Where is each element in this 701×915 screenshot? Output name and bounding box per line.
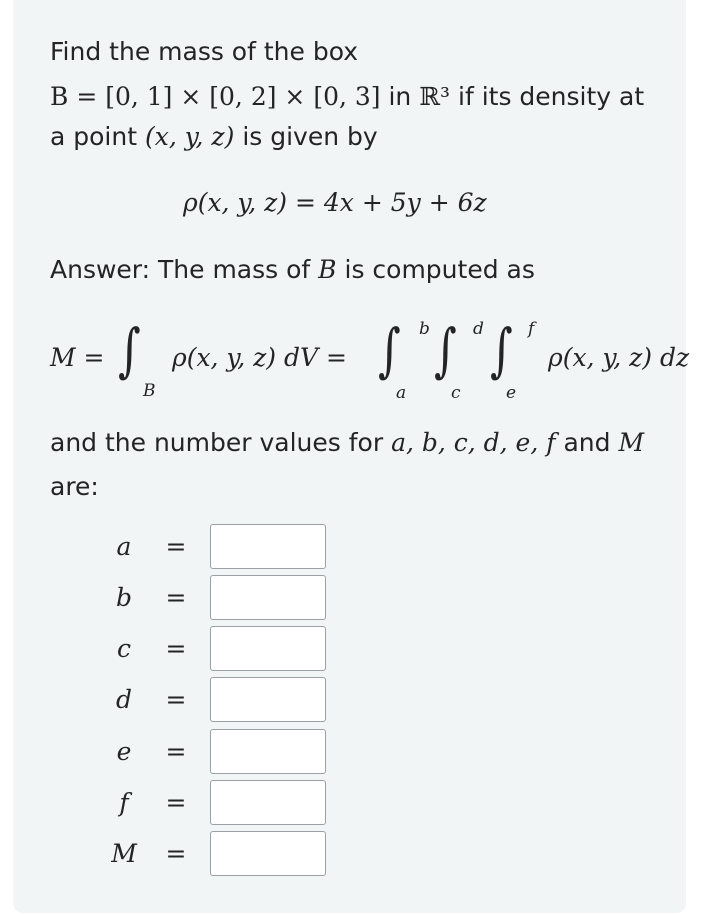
- field-label-d: d: [115, 685, 132, 714]
- equals-sign: =: [165, 737, 187, 766]
- answer-lead-line: [50, 255, 535, 285]
- integral-sign-2: ∫: [378, 316, 401, 384]
- answer-row-b: [0, 574, 701, 622]
- upper-limit-d: d: [473, 319, 484, 339]
- field-label-e: e: [116, 737, 132, 766]
- answer-input-a[interactable]: [210, 524, 326, 569]
- field-label-M: M: [111, 839, 137, 868]
- answer-row-M: [0, 830, 701, 878]
- problem-intro: [50, 37, 358, 67]
- values-line: [50, 428, 644, 458]
- answer-lead: Answer: The mass of: [50, 255, 311, 284]
- answer-input-c[interactable]: [210, 626, 326, 671]
- integral-sign-3: ∫: [434, 316, 457, 384]
- values-vars: a, b, c, d, e, f: [391, 428, 556, 457]
- box-definition-line: [50, 82, 644, 112]
- field-label-f: f: [119, 788, 129, 817]
- equals-sign: =: [165, 634, 187, 663]
- var-M: M: [618, 428, 645, 457]
- integrand-2: ρ(x, y, z) dz: [548, 343, 690, 372]
- upper-limit-f: f: [528, 319, 535, 339]
- upper-limit-b: b: [419, 319, 430, 339]
- lower-limit-a: a: [396, 383, 407, 403]
- values-text: and the number values for: [50, 428, 384, 457]
- in-word: in: [388, 82, 412, 111]
- point-math: (x, y, z): [144, 122, 235, 151]
- are-line: [50, 472, 99, 502]
- answer-row-a: [0, 523, 701, 571]
- equals-sign: =: [165, 532, 187, 561]
- density-formula: ρ(x, y, z) = 4x + 5y + 6z: [183, 188, 487, 217]
- answer-row-e: [0, 728, 701, 776]
- answer-input-M[interactable]: [210, 831, 326, 876]
- space-symbol: ℝ³: [419, 82, 451, 111]
- var-B: B: [318, 255, 337, 284]
- are-text: are:: [50, 472, 99, 501]
- computed-as: is computed as: [344, 255, 535, 284]
- answer-input-d[interactable]: [210, 677, 326, 722]
- answer-input-f[interactable]: [210, 780, 326, 825]
- answer-input-e[interactable]: [210, 729, 326, 774]
- lower-limit-e: e: [506, 383, 517, 403]
- answer-row-c: [0, 625, 701, 673]
- equals-sign: =: [165, 839, 187, 868]
- field-label-a: a: [116, 532, 132, 561]
- integral-sign-4: ∫: [490, 316, 513, 384]
- integral-sign-1: ∫: [118, 316, 141, 384]
- answer-row-d: [0, 676, 701, 724]
- integral-left: M =: [50, 343, 105, 372]
- lower-limit-c: c: [451, 383, 461, 403]
- point-prefix: a point: [50, 122, 138, 151]
- field-label-c: c: [116, 634, 131, 663]
- answer-row-f: [0, 779, 701, 827]
- integral-display: [0, 300, 701, 410]
- integral-sub-B: B: [143, 381, 156, 401]
- answer-input-b[interactable]: [210, 575, 326, 620]
- density-text: if its density at: [458, 82, 645, 111]
- field-label-b: b: [115, 583, 132, 612]
- equals-sign: =: [165, 685, 187, 714]
- integrand-1: ρ(x, y, z) dV =: [172, 343, 347, 372]
- given-by: is given by: [242, 122, 378, 151]
- equals-sign: =: [165, 583, 187, 612]
- point-line: [50, 122, 378, 152]
- box-math: B = [0, 1] × [0, 2] × [0, 3]: [50, 82, 381, 111]
- equals-sign: =: [165, 788, 187, 817]
- intro-text: Find the mass of the box: [50, 37, 359, 66]
- and-word: and: [563, 428, 611, 457]
